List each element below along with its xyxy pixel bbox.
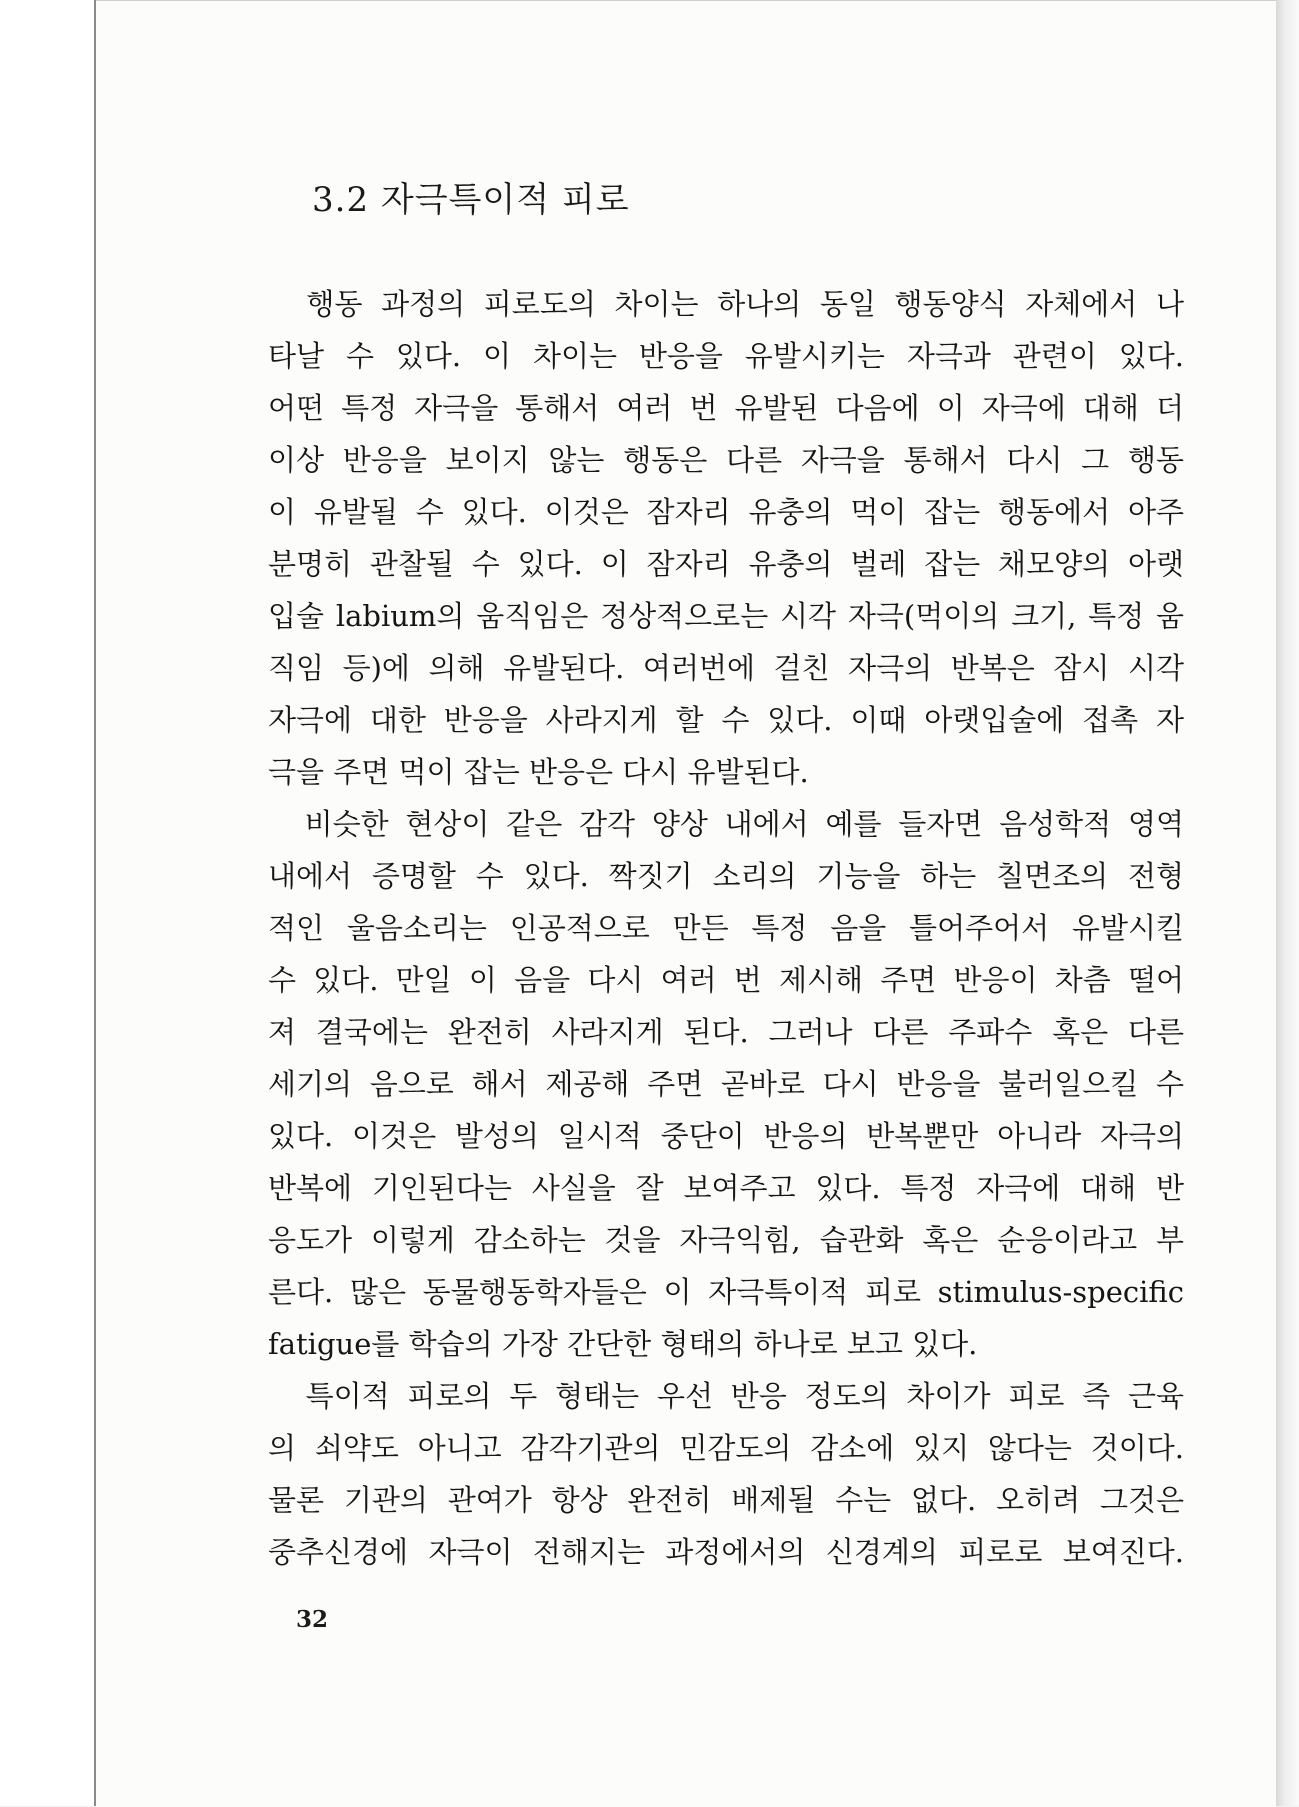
text-line: fatigue를 학습의 가장 간단한 형태의 하나로 보고 있다. (268, 1327, 978, 1361)
text-line: 어떤 특정 자극을 통해서 여러 번 유발된 다음에 이 자극에 대해 더 (268, 391, 1184, 425)
text-line: 직임 등)에 의해 유발된다. 여러번에 걸친 자극의 반복은 잠시 시각 (268, 651, 1184, 685)
text-line: 중추신경에 자극이 전해지는 과정에서의 신경계의 피로로 보여진다. (268, 1535, 1184, 1569)
text-line: 수 있다. 만일 이 음을 다시 여러 번 제시해 주면 반응이 차츰 떨어 (268, 963, 1184, 997)
section-title: 3.2 자극특이적 피로 (312, 180, 630, 220)
text-line: 응도가 이렇게 감소하는 것을 자극익힘, 습관화 혹은 순응이라고 부 (268, 1223, 1184, 1257)
text-line: 의 쇠약도 아니고 감각기관의 민감도의 감소에 있지 않다는 것이다. (268, 1431, 1184, 1465)
text-line: 적인 울음소리는 인공적으로 만든 특정 음을 틀어주어서 유발시킬 (268, 911, 1184, 945)
text-line: 입술 labium의 움직임은 정상적으로는 시각 자극(먹이의 크기, 특정 움 (268, 599, 1184, 633)
page-number: 32 (296, 1606, 329, 1633)
text-line: 타날 수 있다. 이 차이는 반응을 유발시키는 자극과 관련이 있다. (268, 339, 1184, 373)
text-line: 비슷한 현상이 같은 감각 양상 내에서 예를 들자면 음성학적 영역 (268, 807, 1184, 841)
text-line: 물론 기관의 관여가 항상 완전히 배제될 수는 없다. 오히려 그것은 (268, 1483, 1184, 1517)
text-line: 있다. 이것은 발성의 일시적 중단이 반응의 반복뿐만 아니라 자극의 (268, 1119, 1184, 1153)
text-line: 반복에 기인된다는 사실을 잘 보여주고 있다. 특정 자극에 대해 반 (268, 1171, 1184, 1205)
text-line: 져 결국에는 완전히 사라지게 된다. 그러나 다른 주파수 혹은 다른 (268, 1015, 1184, 1049)
text-line: 이 유발될 수 있다. 이것은 잠자리 유충의 먹이 잡는 행동에서 아주 (268, 495, 1184, 529)
page-right-shadow (1276, 0, 1299, 1806)
body-text (268, 278, 1184, 1578)
text-line: 내에서 증명할 수 있다. 짝짓기 소리의 기능을 하는 칠면조의 전형 (268, 859, 1184, 893)
text-line: 른다. 많은 동물행동학자들은 이 자극특이적 피로 stimulus-specific (268, 1275, 1184, 1309)
text-line: 자극에 대한 반응을 사라지게 할 수 있다. 이때 아랫입술에 접촉 자 (268, 703, 1184, 737)
text-line: 극을 주면 먹이 잡는 반응은 다시 유발된다. (268, 755, 809, 789)
text-line: 특이적 피로의 두 형태는 우선 반응 정도의 차이가 피로 즉 근육 (268, 1379, 1184, 1413)
text-line: 행동 과정의 피로도의 차이는 하나의 동일 행동양식 자체에서 나 (268, 287, 1184, 321)
text-line: 세기의 음으로 해서 제공해 주면 곧바로 다시 반응을 불러일으킬 수 (268, 1067, 1184, 1101)
text-line: 이상 반응을 보이지 않는 행동은 다른 자극을 통해서 다시 그 행동 (268, 443, 1184, 477)
page-left-margin (0, 0, 96, 1806)
text-line: 분명히 관찰될 수 있다. 이 잠자리 유충의 벌레 잡는 채모양의 아랫 (268, 547, 1184, 581)
